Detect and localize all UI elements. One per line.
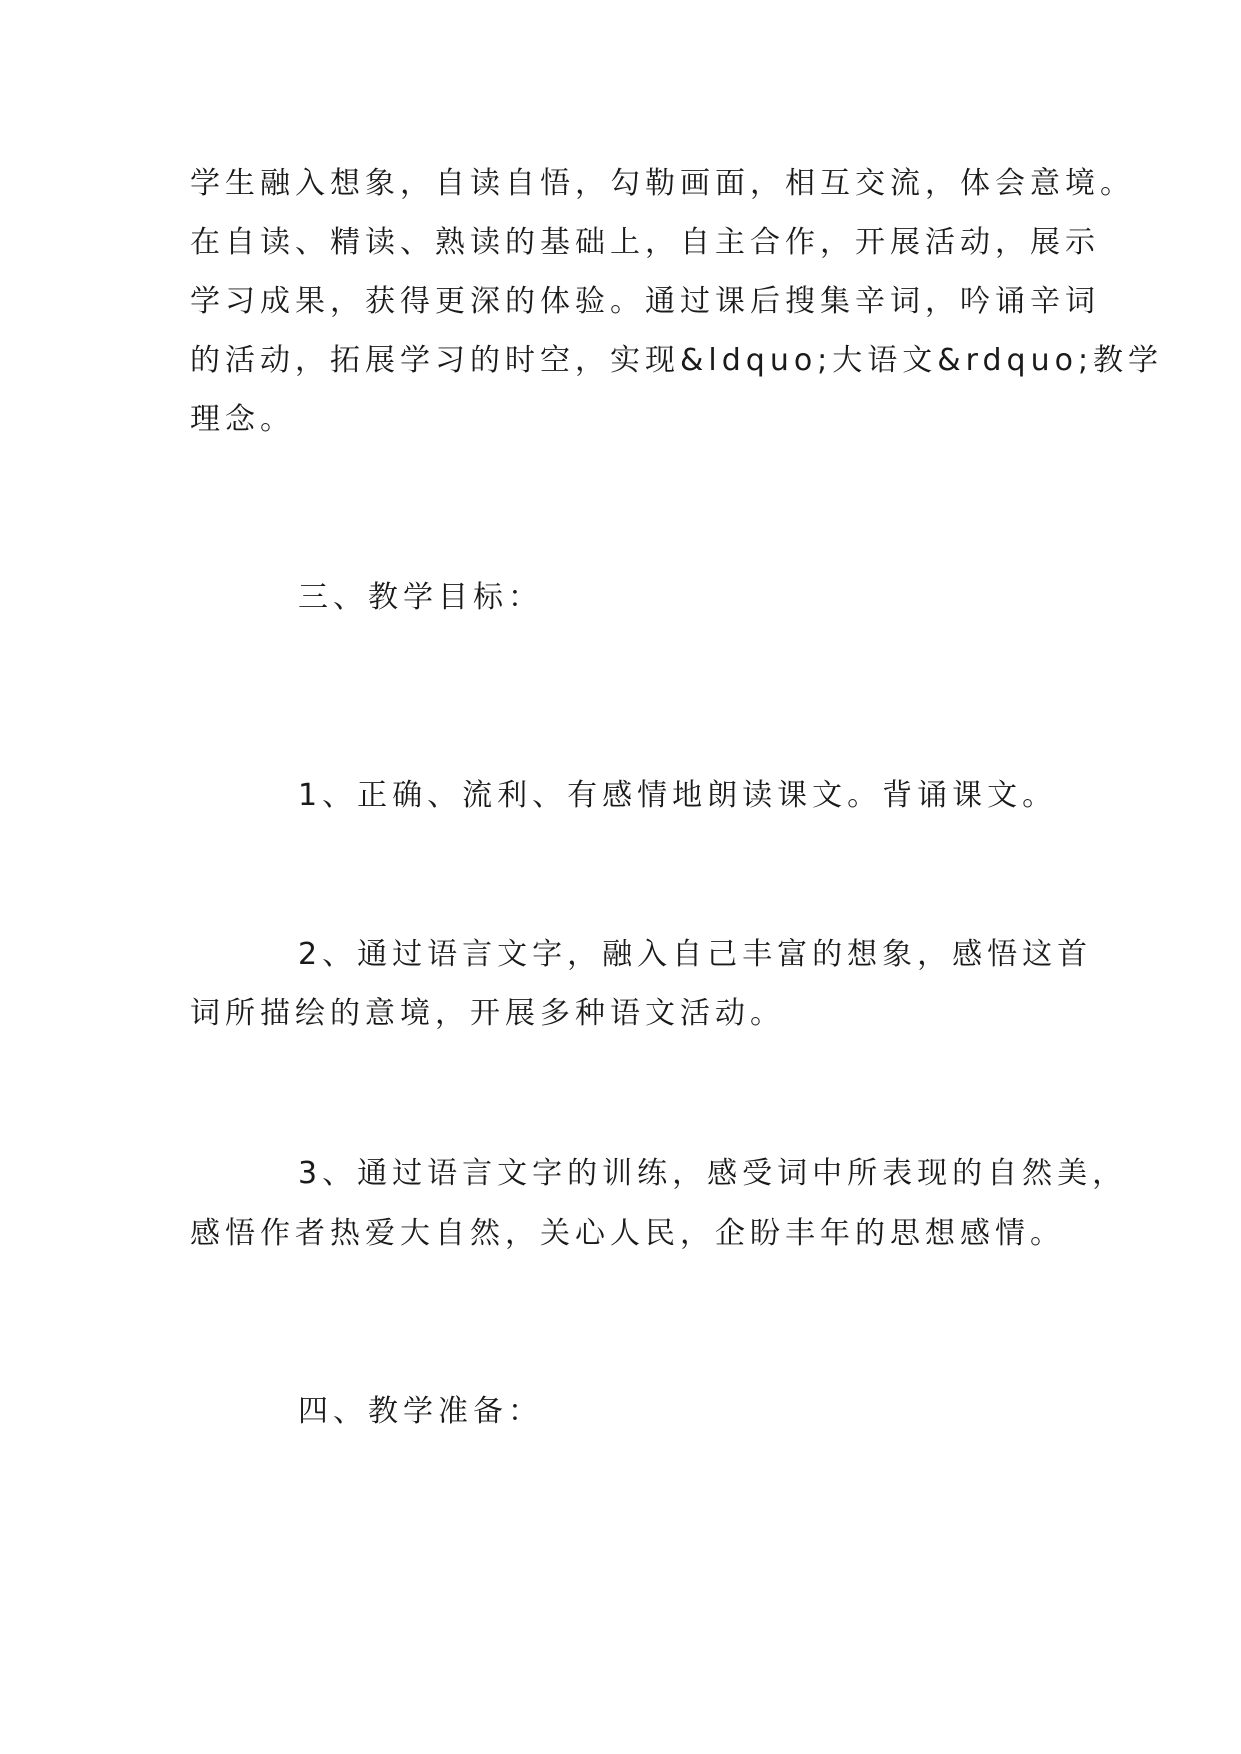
objective-3-line: 3、通过语言文字的训练，感受词中所表现的自然美，	[298, 1156, 1128, 1191]
text-line: 理念。	[190, 402, 295, 437]
text-line: 的活动，拓展学习的时空，实现&ldquo;大语文&rdquo;教学	[190, 343, 1164, 378]
objective-1-line: 1、正确、流利、有感情地朗读课文。背诵课文。	[298, 778, 1058, 813]
text-line: 学习成果，获得更深的体验。通过课后搜集辛词，吟诵辛词	[190, 284, 1100, 319]
text-line: 学生融入想象，自读自悟，勾勒画面，相互交流，体会意境。	[190, 166, 1135, 201]
section-heading-objectives: 三、教学目标：	[298, 580, 543, 615]
objective-2-line: 词所描绘的意境，开展多种语文活动。	[190, 996, 785, 1031]
objective-3-line: 感悟作者热爱大自然，关心人民，企盼丰年的思想感情。	[190, 1216, 1065, 1251]
text-line: 在自读、精读、熟读的基础上，自主合作，开展活动，展示	[190, 225, 1100, 260]
objective-2-line: 2、通过语言文字，融入自己丰富的想象，感悟这首	[298, 937, 1093, 972]
section-heading-preparation: 四、教学准备：	[298, 1394, 543, 1429]
